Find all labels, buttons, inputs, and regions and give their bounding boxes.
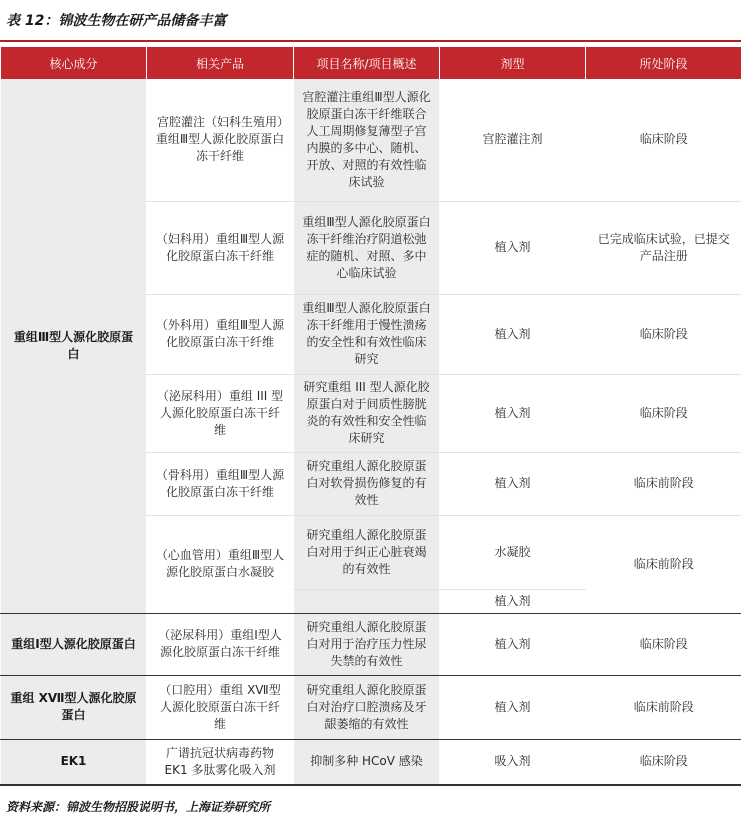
stage-cell: 临床阶段 (586, 374, 741, 452)
table-header-row (1, 47, 741, 79)
stage-cell: 临床阶段 (586, 739, 741, 785)
form-cell: 植入剂 (440, 374, 586, 452)
core-ingredient: 重组Ⅰ型人源化胶原蛋白 (1, 613, 147, 675)
core-ingredient: 重组Ⅲ型人源化胶原蛋白 (1, 79, 147, 613)
form-cell: 宫腔灌注剂 (440, 79, 586, 201)
product-cell: （妇科用）重组Ⅲ型人源化胶原蛋白冻干纤维 (147, 201, 294, 294)
core-ingredient: EK1 (1, 739, 147, 785)
pipeline-table (0, 47, 741, 786)
stage-cell: 已完成临床试验，已提交产品注册 (586, 201, 741, 294)
project-cell: 研究重组人源化胶原蛋白对用于纠正心脏衰竭的有效性 (294, 515, 440, 589)
stage-cell: 临床阶段 (586, 613, 741, 675)
source-note: 资料来源：锦波生物招股说明书，上海证券研究所 (6, 800, 271, 814)
product-cell: （口腔用）重组 XⅦ型人源化胶原蛋白冻干纤维 (147, 675, 294, 739)
form-cell: 植入剂 (440, 675, 586, 739)
header-stage: 所处阶段 (586, 47, 741, 79)
product-cell: （泌尿科用）重组 III 型人源化胶原蛋白冻干纤维 (147, 374, 294, 452)
title-rule (0, 40, 741, 42)
product-cell: （骨科用）重组Ⅲ型人源化胶原蛋白冻干纤维 (147, 452, 294, 515)
form-cell: 吸入剂 (440, 739, 586, 785)
product-cell: （外科用）重组Ⅲ型人源化胶原蛋白冻干纤维 (147, 294, 294, 374)
project-cell: 重组Ⅲ型人源化胶原蛋白冻干纤维用于慢性溃疡的安全性和有效性临床研究 (294, 294, 440, 374)
form-cell: 植入剂 (440, 201, 586, 294)
table-row (1, 675, 741, 739)
project-cell (294, 589, 440, 613)
stage-cell: 临床阶段 (586, 79, 741, 201)
form-cell: 水凝胶 (440, 515, 586, 589)
form-cell: 植入剂 (440, 613, 586, 675)
stage-cell: 临床阶段 (586, 294, 741, 374)
project-cell: 研究重组人源化胶原蛋白对治疗口腔溃疡及牙龈萎缩的有效性 (294, 675, 440, 739)
header-form: 剂型 (440, 47, 586, 79)
product-cell: （泌尿科用）重组Ⅰ型人源化胶原蛋白冻干纤维 (147, 613, 294, 675)
product-cell: 宫腔灌注（妇科生殖用）重组Ⅲ型人源化胶原蛋白冻干纤维 (147, 79, 294, 201)
table-title: 表 12：锦波生物在研产品储备丰富 (6, 13, 227, 29)
project-cell: 研究重组人源化胶原蛋白对软骨损伤修复的有效性 (294, 452, 440, 515)
stage-cell: 临床前阶段 (586, 675, 741, 739)
table-row (1, 739, 741, 785)
stage-cell: 临床前阶段 (586, 452, 741, 515)
header-project: 项目名称/项目概述 (294, 47, 440, 79)
project-cell: 宫腔灌注重组Ⅲ型人源化胶原蛋白冻干纤维联合人工周期修复薄型子宫内膜的多中心、随机、开放、对照的有效性临床试验 (294, 79, 440, 201)
stage-cell: 临床前阶段 (586, 515, 741, 613)
project-cell: 研究重组 III 型人源化胶原蛋白对于间质性膀胱炎的有效性和安全性临床研究 (294, 374, 440, 452)
product-cell: （心血管用）重组Ⅲ型人源化胶原蛋白水凝胶 (147, 515, 294, 613)
table-row (1, 613, 741, 675)
form-cell: 植入剂 (440, 452, 586, 515)
form-cell: 植入剂 (440, 294, 586, 374)
table-row (1, 79, 741, 201)
header-core: 核心成分 (1, 47, 147, 79)
header-product: 相关产品 (147, 47, 294, 79)
project-cell: 研究重组人源化胶原蛋白对用于治疗压力性尿失禁的有效性 (294, 613, 440, 675)
project-cell: 抑制多种 HCoV 感染 (294, 739, 440, 785)
form-cell: 植入剂 (440, 589, 586, 613)
product-cell: 广谱抗冠状病毒药物 EK1 多肽雾化吸入剂 (147, 739, 294, 785)
project-cell: 重组Ⅲ型人源化胶原蛋白冻干纤维治疗阴道松弛症的随机、对照、多中心临床试验 (294, 201, 440, 294)
core-ingredient: 重组 XⅦ型人源化胶原蛋白 (1, 675, 147, 739)
